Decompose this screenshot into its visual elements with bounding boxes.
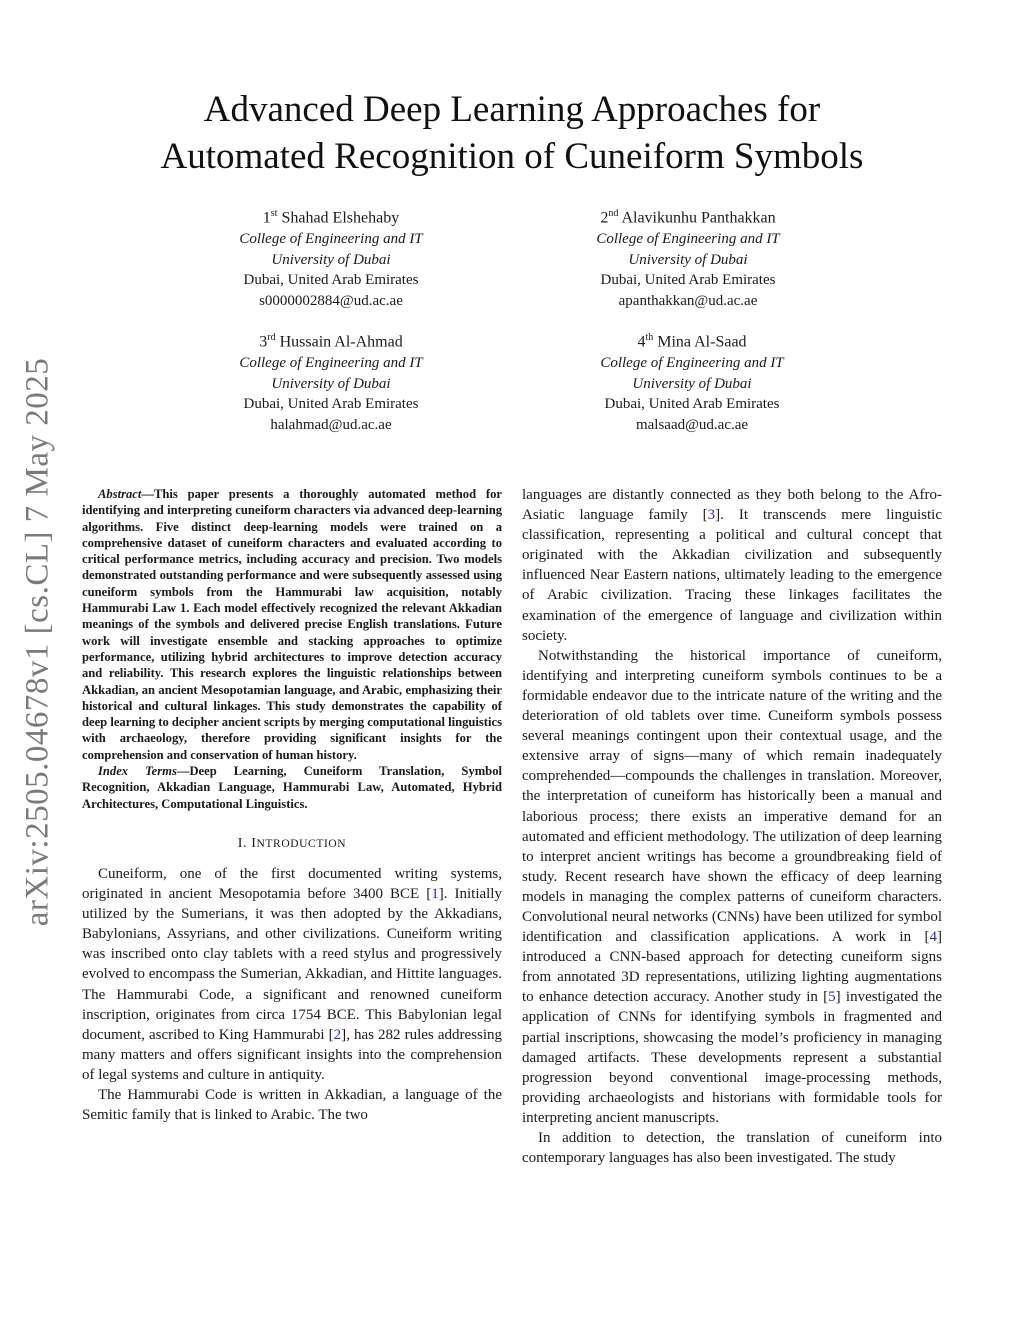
arxiv-identifier: arXiv:2505.04678v1 [cs.CL] 7 May 2025: [19, 357, 56, 927]
author-email: apanthakkan@ud.ac.ae: [618, 292, 758, 309]
intro-paragraph-1: Cuneiform, one of the first documented writing systems, originated in ancient Mesopotamia before 3400 BCE [1]. Initially utilized by the Sumerians, it was then adopted by the Akkadians, Babylonians, Assyrians, and other civilizations. Cuneiform writing was inscribed onto clay tablets with a reed stylus and progressively evolved to encompass the Sumerian, Akkadian, and Hittite languages. The Hammurabi Code, a significant and renowned cuneiform inscription, originates from circa 1754 BCE. This Babylonian legal document, ascribed to King Hammurabi [2], has 282 rules addressing many matters and offers significant insights into the comprehension of legal systems and culture in antiquity.: [82, 865, 502, 1083]
index-terms-label: Index Terms: [98, 764, 177, 779]
author-name: 2nd Alavikunhu Panthakkan: [600, 208, 776, 227]
author-university: University of Dubai: [271, 251, 391, 268]
author-location: Dubai, United Arab Emirates: [243, 272, 419, 289]
author-university: University of Dubai: [632, 375, 752, 392]
index-terms: [82, 763, 502, 812]
citation-link[interactable]: 1: [431, 886, 439, 903]
right-column: [522, 485, 942, 1168]
intro-paragraph-2-continued: languages are distantly connected as they both belong to the Afro-Asiatic language family [3]. It transcends mere linguistic classification, representing a political and cultural concept that originated with the Akkadian civilization and subsequently influenced Near Eastern nations, ultimately leading to the emergence of Arabic civilization. Tracing these linkages facilitates the examination of the emergence of language and civilization within society.: [522, 487, 943, 644]
author-university: University of Dubai: [271, 375, 391, 392]
author-email: s0000002884@ud.ac.ae: [259, 292, 403, 309]
intro-paragraph-2: The Hammurabi Code is written in Akkadian, a language of the Semitic family that is linked to Arabic. The two: [82, 1086, 502, 1124]
abstract: [82, 486, 502, 763]
author-name: 4th Mina Al-Saad: [637, 332, 747, 351]
author-location: Dubai, United Arab Emirates: [604, 396, 780, 413]
abstract-text: —This paper presents a thoroughly automated method for identifying and interpreting cuneiform characters via advanced deep-learning algorithms. Five distinct deep-learning models were trained on a comprehensive dataset of cuneiform characters and evaluated according to critical performance metrics, including accuracy and precision. Two models demonstrated outstanding performance and were subsequently assessed using cuneiform symbols from the Hammurabi law acquisition, notably Hammurabi Law 1. Each model effectively recognized the relevant Akkadian meanings of the symbols and delivered precise English translations. Future work will investigate ensemble and stacking approaches to optimize performance, utilizing hybrid architectures to improve detection accuracy and reliability. This research explores the linguistic relationships between Akkadian, an ancient Mesopotamian language, and Arabic, emphasizing their historical and cultural linkages. This study demonstrates the capability of deep learning to decipher ancient scripts by merging computational linguistics with archaeology, therefore providing significant insights for the comprehension and conservation of human history.: [82, 487, 502, 762]
abstract-label: Abstract: [98, 487, 142, 501]
author-department: College of Engineering and IT: [596, 231, 780, 248]
left-column: [82, 486, 502, 1125]
author-department: College of Engineering and IT: [239, 355, 423, 372]
author-university: University of Dubai: [628, 251, 748, 268]
citation-link[interactable]: 4: [929, 929, 937, 946]
paper-title: [90, 86, 934, 180]
title-line-2: Automated Recognition of Cuneiform Symbols: [160, 136, 864, 177]
author-location: Dubai, United Arab Emirates: [243, 396, 419, 413]
author-block-4: [532, 326, 852, 435]
author-block-1: [171, 202, 491, 311]
author-location: Dubai, United Arab Emirates: [600, 272, 776, 289]
citation-link[interactable]: 3: [707, 507, 716, 524]
author-department: College of Engineering and IT: [600, 355, 784, 372]
author-department: College of Engineering and IT: [239, 231, 423, 248]
citation-link[interactable]: 2: [333, 1026, 342, 1043]
author-name: 1st Shahad Elshehaby: [262, 208, 400, 227]
intro-paragraph-4: In addition to detection, the translation of cuneiform into contemporary languages has also been investigated. The study: [522, 1130, 942, 1167]
author-email: halahmad@ud.ac.ae: [270, 416, 392, 433]
intro-paragraph-3: Notwithstanding the historical importance of cuneiform, identifying and interpreting cuneiform symbols continues to be a formidable endeavor due to the intricate nature of the writing and the deterioration of old tablets over time. Cuneiform symbols possess several meanings contingent upon their contextual usage, and the extensive array of signs—many of which remain inadequately comprehended—compounds the challenges in translation. Moreover, the interpretation of cuneiform has historically been a manual and laborious process; there exists an imperative demand for an automated and efficient methodology. The utilization of deep learning to interpret ancient writings has become a groundbreaking field of study. Recent research have shown the efficacy of deep learning models in managing the complex patterns of cuneiform characters. Convolutional neural networks (CNNs) have been utilized for symbol identification and classification applications. A work in [4] introduced a CNN-based approach for detecting cuneiform signs from annotated 3D representations, utilizing lighting augmentations to enhance detection accuracy. Another study in [5] investigated the application of CNNs for identifying symbols in fragmented and partial inscriptions, showcasing the model’s proficiency in managing damaged artifacts. These developments represent a substantial progression beyond conventional image-processing methods, providing archaeologists and historians with formidable tools for interpreting ancient manuscripts.: [522, 647, 942, 1126]
section-heading-introduction: I. INTRODUCTION: [237, 835, 347, 851]
index-terms-text: —Deep Learning, Cuneiform Translation, Symbol Recognition, Akkadian Language, Hammurabi Law, Automated, Hybrid Architectures, Computational Linguistics.: [82, 764, 502, 811]
citation-link[interactable]: 5: [828, 989, 836, 1006]
title-line-1: Advanced Deep Learning Approaches for: [203, 89, 821, 130]
author-block-2: [528, 202, 848, 311]
author-block-3: [171, 326, 491, 435]
author-name: 3rd Hussain Al-Ahmad: [259, 332, 403, 351]
author-email: malsaad@ud.ac.ae: [635, 416, 749, 433]
